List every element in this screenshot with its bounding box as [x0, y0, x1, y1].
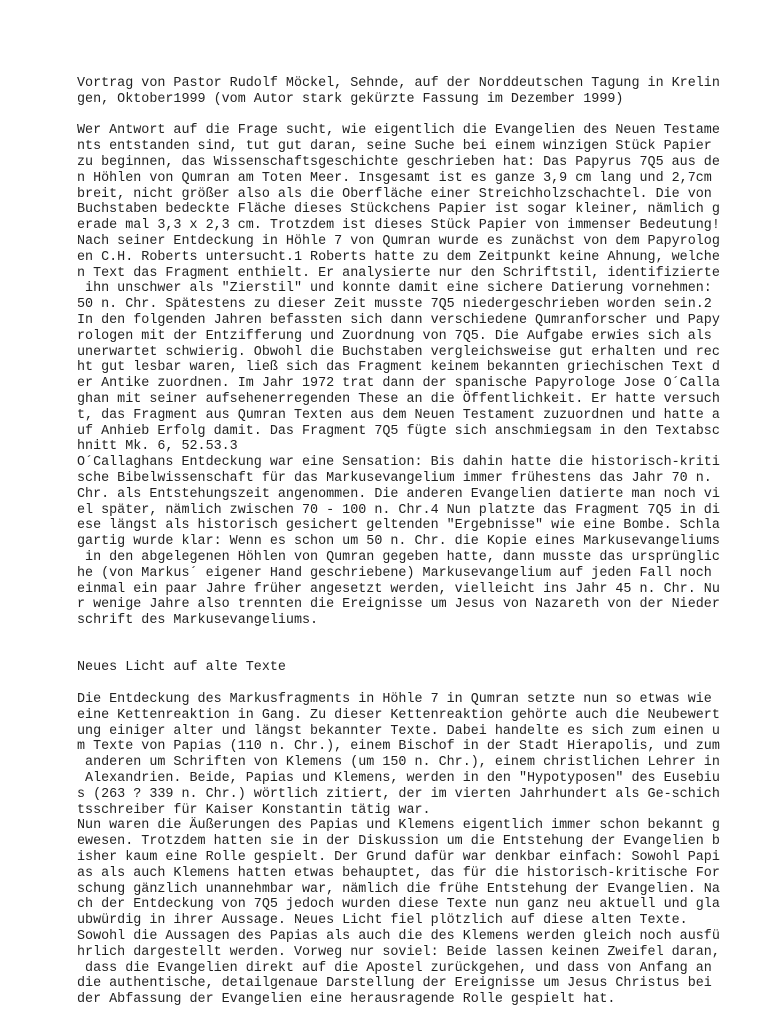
text-line: en C.H. Roberts untersucht.1 Roberts hatte zu dem Zeitpunkt keine Ahnung, welche — [77, 249, 720, 265]
section-gap — [77, 629, 697, 661]
text-line: s (263 ? 339 n. Chr.) wörtlich zitiert, der im vierten Jahrhundert als Ge-schich — [77, 786, 720, 802]
text-line: he (von Markus´ eigener Hand geschriebene) Markusevangelium auf jeden Fall noch — [77, 565, 712, 581]
text-line: m Texte von Papias (110 n. Chr.), einem Bischof in der Stadt Hierapolis, und zum — [77, 739, 720, 755]
text-line: ht gut lesbar waren, ließ sich das Fragment keinem bekannten griechischen Text d — [77, 360, 720, 376]
text-line: nts entstanden sind, tut gut daran, seine Suche bei einem winzigen Stück Papier — [77, 139, 712, 155]
text-line: Alexandrien. Beide, Papias und Klemens, werden in den "Hypotyposen" des Eusebiu — [77, 771, 720, 787]
text-line: er Antike zuordnen. Im Jahr 1972 trat dann der spanische Papyrologe Jose O´Calla — [77, 376, 720, 392]
text-line: n Höhlen von Qumran am Toten Meer. Insgesamt ist es ganze 3,9 cm lang und 2,7cm — [77, 170, 712, 186]
text-line: Buchstaben bedeckte Fläche dieses Stückchens Papier ist sogar kleiner, nämlich g — [77, 202, 720, 218]
text-line: zu beginnen, das Wissenschaftsgeschichte geschrieben hat: Das Papyrus 7Q5 aus de — [77, 154, 720, 170]
text-line: eine Kettenreaktion in Gang. Zu dieser Kettenreaktion gehörte auch die Neubewert — [77, 707, 720, 723]
text-line: schrift des Markusevangeliums. — [77, 613, 319, 629]
text-line: O´Callaghans Entdeckung war eine Sensation: Bis dahin hatte die historisch-kriti — [77, 455, 720, 471]
text-line: breit, nicht größer also als die Oberfläche einer Streichholzschachtel. Die von — [77, 186, 712, 202]
text-line: Nun waren die Äußerungen des Papias und Klemens eigentlich immer schon bekannt g — [77, 818, 720, 834]
text-line: unerwartet schwierig. Obwohl die Buchstaben vergleichsweise gut erhalten und rec — [77, 344, 720, 360]
text-line: ch der Entdeckung von 7Q5 jedoch wurden diese Texte nun ganz neu aktuell und gla — [77, 897, 720, 913]
text-line: el später, nämlich zwischen 70 - 100 n. Chr.4 Nun platzte das Fragment 7Q5 in di — [77, 502, 720, 518]
text-line: hrlich dargestellt werden. Vorweg nur soviel: Beide lassen keinen Zweifel daran, — [77, 944, 720, 960]
header-line: gen, Oktober1999 (vom Autor stark gekürzte Fassung im Dezember 1999) — [77, 91, 624, 107]
text-line: hnitt Mk. 6, 52.53.3 — [77, 439, 238, 455]
text-line: ewesen. Trotzdem hatten sie in der Diskussion um die Entstehung der Evangelien b — [77, 834, 720, 850]
text-line: 50 n. Chr. Spätestens zu dieser Zeit musste 7Q5 niedergeschrieben worden sein.2 — [77, 297, 712, 313]
text-line: Die Entdeckung des Markusfragments in Höhle 7 in Qumran setzte nun so etwas wie — [77, 692, 712, 708]
text-line: ihn unschwer als "Zierstil" und konnte damit eine sichere Datierung vornehmen: — [77, 281, 712, 297]
text-line: ese längst als historisch gesichert geltenden "Ergebnisse" wie eine Bombe. Schla — [77, 518, 720, 534]
text-line: uf Anhieb Erfolg damit. Das Fragment 7Q5 fügte sich anschmiegsam in den Textabsc — [77, 423, 720, 439]
text-line: ubwürdig in ihrer Aussage. Neues Licht fiel plötzlich auf diese alten Texte. — [77, 913, 688, 929]
text-line: n Text das Fragment enthielt. Er analysierte nur den Schriftstil, identifizierte — [77, 265, 720, 281]
text-line: tsschreiber für Kaiser Konstantin tätig war. — [77, 802, 431, 818]
section-heading: Neues Licht auf alte Texte — [77, 660, 286, 676]
text-line: t, das Fragment aus Qumran Texten aus dem Neuen Testament zuzuordnen und hatte a — [77, 407, 720, 423]
section-body — [77, 692, 720, 1008]
header-line: Vortrag von Pastor Rudolf Möckel, Sehnde, auf der Norddeutschen Tagung in Krelin — [77, 76, 720, 91]
text-line: in den abgelegenen Höhlen von Qumran gegeben hatte, dann musste das ursprünglic — [77, 549, 720, 565]
text-line: ung einiger alter und längst bekannter Texte. Dabei handelte es sich zum einen u — [77, 723, 720, 739]
paragraph-gap — [77, 108, 697, 124]
paragraph-gap — [77, 676, 697, 692]
text-line: die authentische, detailgenaue Darstellung der Ereignisse um Jesus Christus bei — [77, 976, 712, 992]
text-line: der Abfassung der Evangelien eine herausragende Rolle gespielt hat. — [77, 992, 616, 1008]
text-line: Chr. als Entstehungszeit angenommen. Die anderen Evangelien datierte man noch vi — [77, 486, 720, 502]
text-line: Nach seiner Entdeckung in Höhle 7 von Qumran wurde es zunächst von dem Papyrolog — [77, 233, 720, 249]
text-line: rologen mit der Entzifferung und Zuordnung von 7Q5. Die Aufgabe erwies sich als — [77, 328, 712, 344]
text-line: r wenige Jahre also trennten die Ereignisse um Jesus von Nazareth von der Nieder — [77, 597, 720, 613]
text-line: einmal ein paar Jahre früher angesetzt werden, vielleicht ins Jahr 45 n. Chr. Nu — [77, 581, 720, 597]
text-line: as als auch Klemens hatten etwas behauptet, das für die historisch-kritische For — [77, 865, 720, 881]
intro-section — [77, 123, 720, 629]
text-line: In den folgenden Jahren befassten sich dann verschiedene Qumranforscher und Papy — [77, 312, 720, 328]
text-line: gartig wurde klar: Wenn es schon um 50 n. Chr. die Kopie eines Markusevangeliums — [77, 534, 720, 550]
document-header — [77, 76, 720, 108]
text-line: ghan mit seiner aufsehenerregenden These an die Öffentlichkeit. Er hatte versuch — [77, 391, 720, 407]
text-line: erade mal 3,3 x 2,3 cm. Trotzdem ist dieses Stück Papier von immenser Bedeutung! — [77, 218, 720, 234]
text-line: schung gänzlich unannehmbar war, nämlich die frühe Entstehung der Evangelien. Na — [77, 881, 720, 897]
text-line: dass die Evangelien direkt auf die Apostel zurückgehen, und dass von Anfang an — [77, 960, 712, 976]
text-line: Wer Antwort auf die Frage sucht, wie eigentlich die Evangelien des Neuen Testame — [77, 123, 720, 139]
document-page — [77, 76, 720, 1008]
text-line: anderen um Schriften von Klemens (um 150 n. Chr.), einem christlichen Lehrer in — [77, 755, 720, 771]
text-line: sche Bibelwissenschaft für das Markusevangelium immer frühestens das Jahr 70 n. — [77, 470, 712, 486]
text-line: isher kaum eine Rolle gespielt. Der Grund dafür war denkbar einfach: Sowohl Papi — [77, 850, 720, 866]
text-line: Sowohl die Aussagen des Papias als auch die des Klemens werden gleich noch ausfü — [77, 929, 720, 945]
